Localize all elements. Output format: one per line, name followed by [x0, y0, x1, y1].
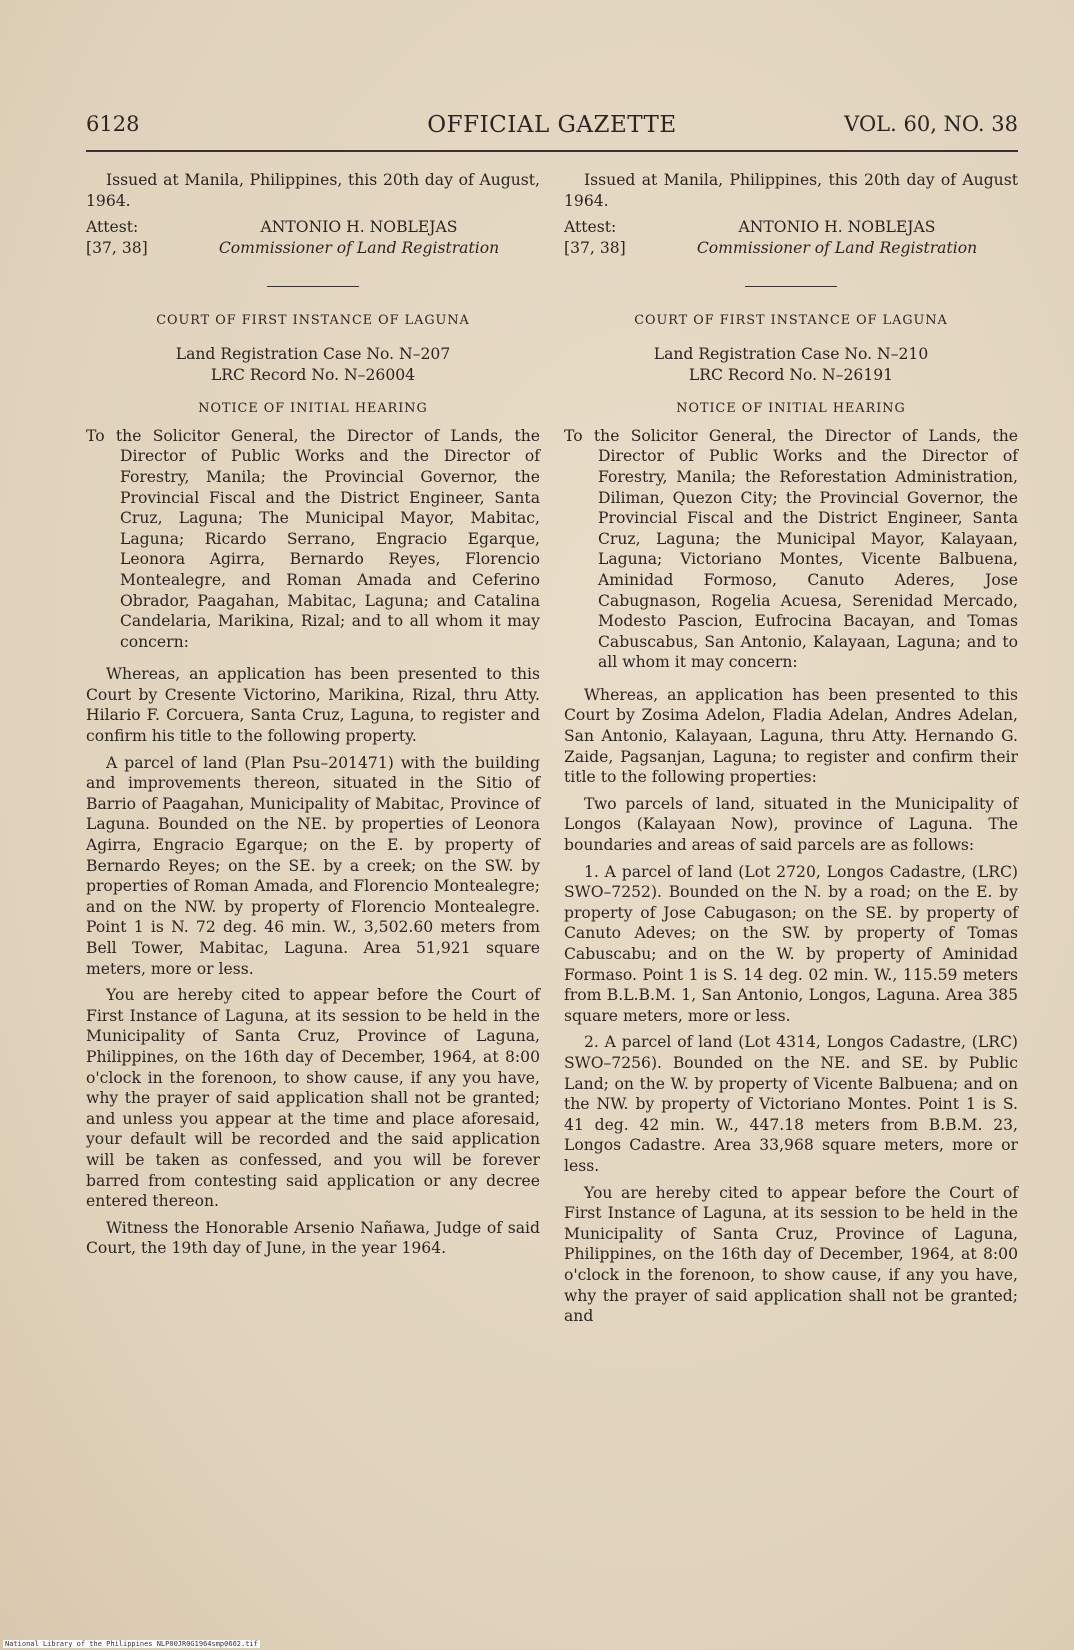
parcels-intro: Two parcels of land, situated in the Municipality of Longos (Kalayaan Now), province of Laguna. The boundaries and areas of said parcels are as follows: [564, 794, 1018, 855]
case-number: Land Registration Case No. N–210 [653, 344, 929, 363]
court-heading: COURT OF FIRST INSTANCE OF LAGUNA [156, 313, 470, 329]
attest-ref: [37, 38] [564, 238, 626, 257]
record-number: LRC Record No. N–26191 [688, 365, 894, 384]
notice-heading: NOTICE OF INITIAL HEARING [198, 401, 428, 417]
attest-label: Attest: [86, 218, 139, 237]
page-header [86, 112, 1018, 146]
court-heading: COURT OF FIRST INSTANCE OF LAGUNA [634, 313, 948, 329]
publication-title: OFFICIAL GAZETTE [427, 112, 677, 138]
attest-title-line [86, 238, 540, 259]
witness-paragraph: Witness the Honorable Arsenio Nañawa, Judge of said Court, the 19th day of June, in the year 1964. [86, 1218, 540, 1258]
notice-heading: NOTICE OF INITIAL HEARING [676, 401, 906, 417]
attest-title: Commissioner of Land Registration [696, 238, 978, 257]
header-rule [86, 150, 1018, 152]
attest-title: Commissioner of Land Registration [218, 238, 500, 257]
addressees: To the Solicitor General, the Director of Lands, the Director of Public Works and the Director of Forestry, Manila; the Reforestation Administration, Diliman, Quezon City; the Provincial Governor, the Provincial Fiscal and the District Engineer, Santa Cruz, Laguna; the Municipal Mayor, Kalayaan, Laguna; Victoriano Montes, Vicente Balbuena, Aminidad Formoso, Canuto Aderes, Jose Cabugnason, Rogelia Acuesa, Serenidad Mercado, Modesto Pascion, Eufrocina Bacayan, and Tomas Cabuscabus, San Antonio, Kalayaan, Laguna; and to all whom it may concern: [564, 426, 1018, 672]
scan-footer: National Library of the Philippines NLP00JR0G1964smp0662.tif [5, 1640, 258, 1648]
right-column [564, 170, 1018, 1333]
attest-name: ANTONIO H. NOBLEJAS [260, 218, 458, 237]
volume-number: VOL. 60, NO. 38 [844, 112, 1018, 136]
attest-line [564, 217, 1018, 238]
attest-title-line [564, 238, 1018, 259]
section-divider [267, 286, 359, 287]
issued-statement: Issued at Manila, Philippines, this 20th day of August 1964. [564, 171, 1018, 210]
parcel-2-description: 2. A parcel of land (Lot 4314, Longos Cadastre, (LRC) SWO–7256). Bounded on the NE. and SE. by Public Land; on the W. by property of Vicente Balbuena; and on the NW. by property of Victoriano Montes. Point 1 is S. 41 deg. 42 min. W., 447.18 meters from B.B.M. 23, Longos Cadastre. Area 33,968 square meters, more or less. [564, 1033, 1018, 1175]
issued-statement: Issued at Manila, Philippines, this 20th day of August, 1964. [86, 171, 540, 210]
record-number: LRC Record No. N–26004 [210, 365, 416, 384]
attest-line [86, 217, 540, 238]
citation-paragraph: You are hereby cited to appear before the Court of First Instance of Laguna, at its session to be held in the Municipality of Santa Cruz, Province of Laguna, Philippines, on the 16th day of December, 1964, at 8:00 o'clock in the forenoon, to show cause, if any you have, why the prayer of said application shall not be granted; and unless you appear at the time and place aforesaid, your default will be recorded and the said application will be taken as confessed, and you will be forever barred from contesting said application or any decree entered thereon. [86, 986, 540, 1211]
parcel-description: A parcel of land (Plan Psu–201471) with the building and improvements thereon, situated in the Sitio of Barrio of Paagahan, Municipality of Mabitac, Province of Laguna. Bounded on the NE. by properties of Leonora Agirra, Engracio Egarque; on the E. by property of Bernardo Reyes; on the SE. by a creek; on the SW. by properties of Roman Amada, and Florencio Montealegre; and on the NW. by property of Florencio Montealegre. Point 1 is N. 72 deg. 46 min. W., 3,502.60 meters from Bell Tower, Mabitac, Laguna. Area 51,921 square meters, more or less. [86, 753, 540, 978]
case-number: Land Registration Case No. N–207 [175, 344, 451, 363]
whereas-paragraph: Whereas, an application has been presented to this Court by Zosima Adelon, Fladia Adelan, Andres Adelan, San Antonio, Kalayaan, Laguna, thru Atty. Hernando G. Zaide, Pagsanjan, Laguna; to register and confirm their title to the following properties: [564, 685, 1018, 787]
parcel-1-description: 1. A parcel of land (Lot 2720, Longos Cadastre, (LRC) SWO–7252). Bounded on the N. by a road; on the E. by property of Jose Cabugason; on the SE. by property of Canuto Adeves; on the SW. by property of Tomas Cabuscabu; and on the W. by property of Aminidad Formaso. Point 1 is S. 14 deg. 02 min. W., 115.59 meters from B.L.B.M. 1, San Antonio, Longos, Laguna. Area 385 square meters, more or less. [564, 862, 1018, 1025]
attest-name: ANTONIO H. NOBLEJAS [738, 218, 936, 237]
attest-label: Attest: [564, 218, 617, 237]
addressees: To the Solicitor General, the Director of Lands, the Director of Public Works and the Director of Forestry, Manila; the Provincial Governor, the Provincial Fiscal and the District Engineer, Santa Cruz, Laguna; The Municipal Mayor, Mabitac, Laguna; Ricardo Serrano, Engracio Egarque, Leonora Agirra, Bernardo Reyes, Florencio Montealegre, and Roman Amada and Ceferino Obrador, Paagahan, Mabitac, Laguna; and Catalina Candelaria, Marikina, Rizal; and to all whom it may concern: [86, 426, 540, 651]
citation-paragraph: You are hereby cited to appear before the Court of First Instance of Laguna, at its session to be held in the Municipality of Santa Cruz, Province of Laguna, Philippines, on the 16th day of December, 1964, at 8:00 o'clock in the forenoon, to show cause, if any you have, why the prayer of said application shall not be granted; and [564, 1183, 1018, 1326]
left-column [86, 170, 540, 1265]
page-number: 6128 [86, 112, 140, 136]
section-divider [745, 286, 837, 287]
attest-ref: [37, 38] [86, 238, 148, 257]
whereas-paragraph: Whereas, an application has been presented to this Court by Cresente Victorino, Marikina, Rizal, thru Atty. Hilario F. Corcuera, Santa Cruz, Laguna, to register and confirm his title to the following property. [86, 665, 540, 746]
